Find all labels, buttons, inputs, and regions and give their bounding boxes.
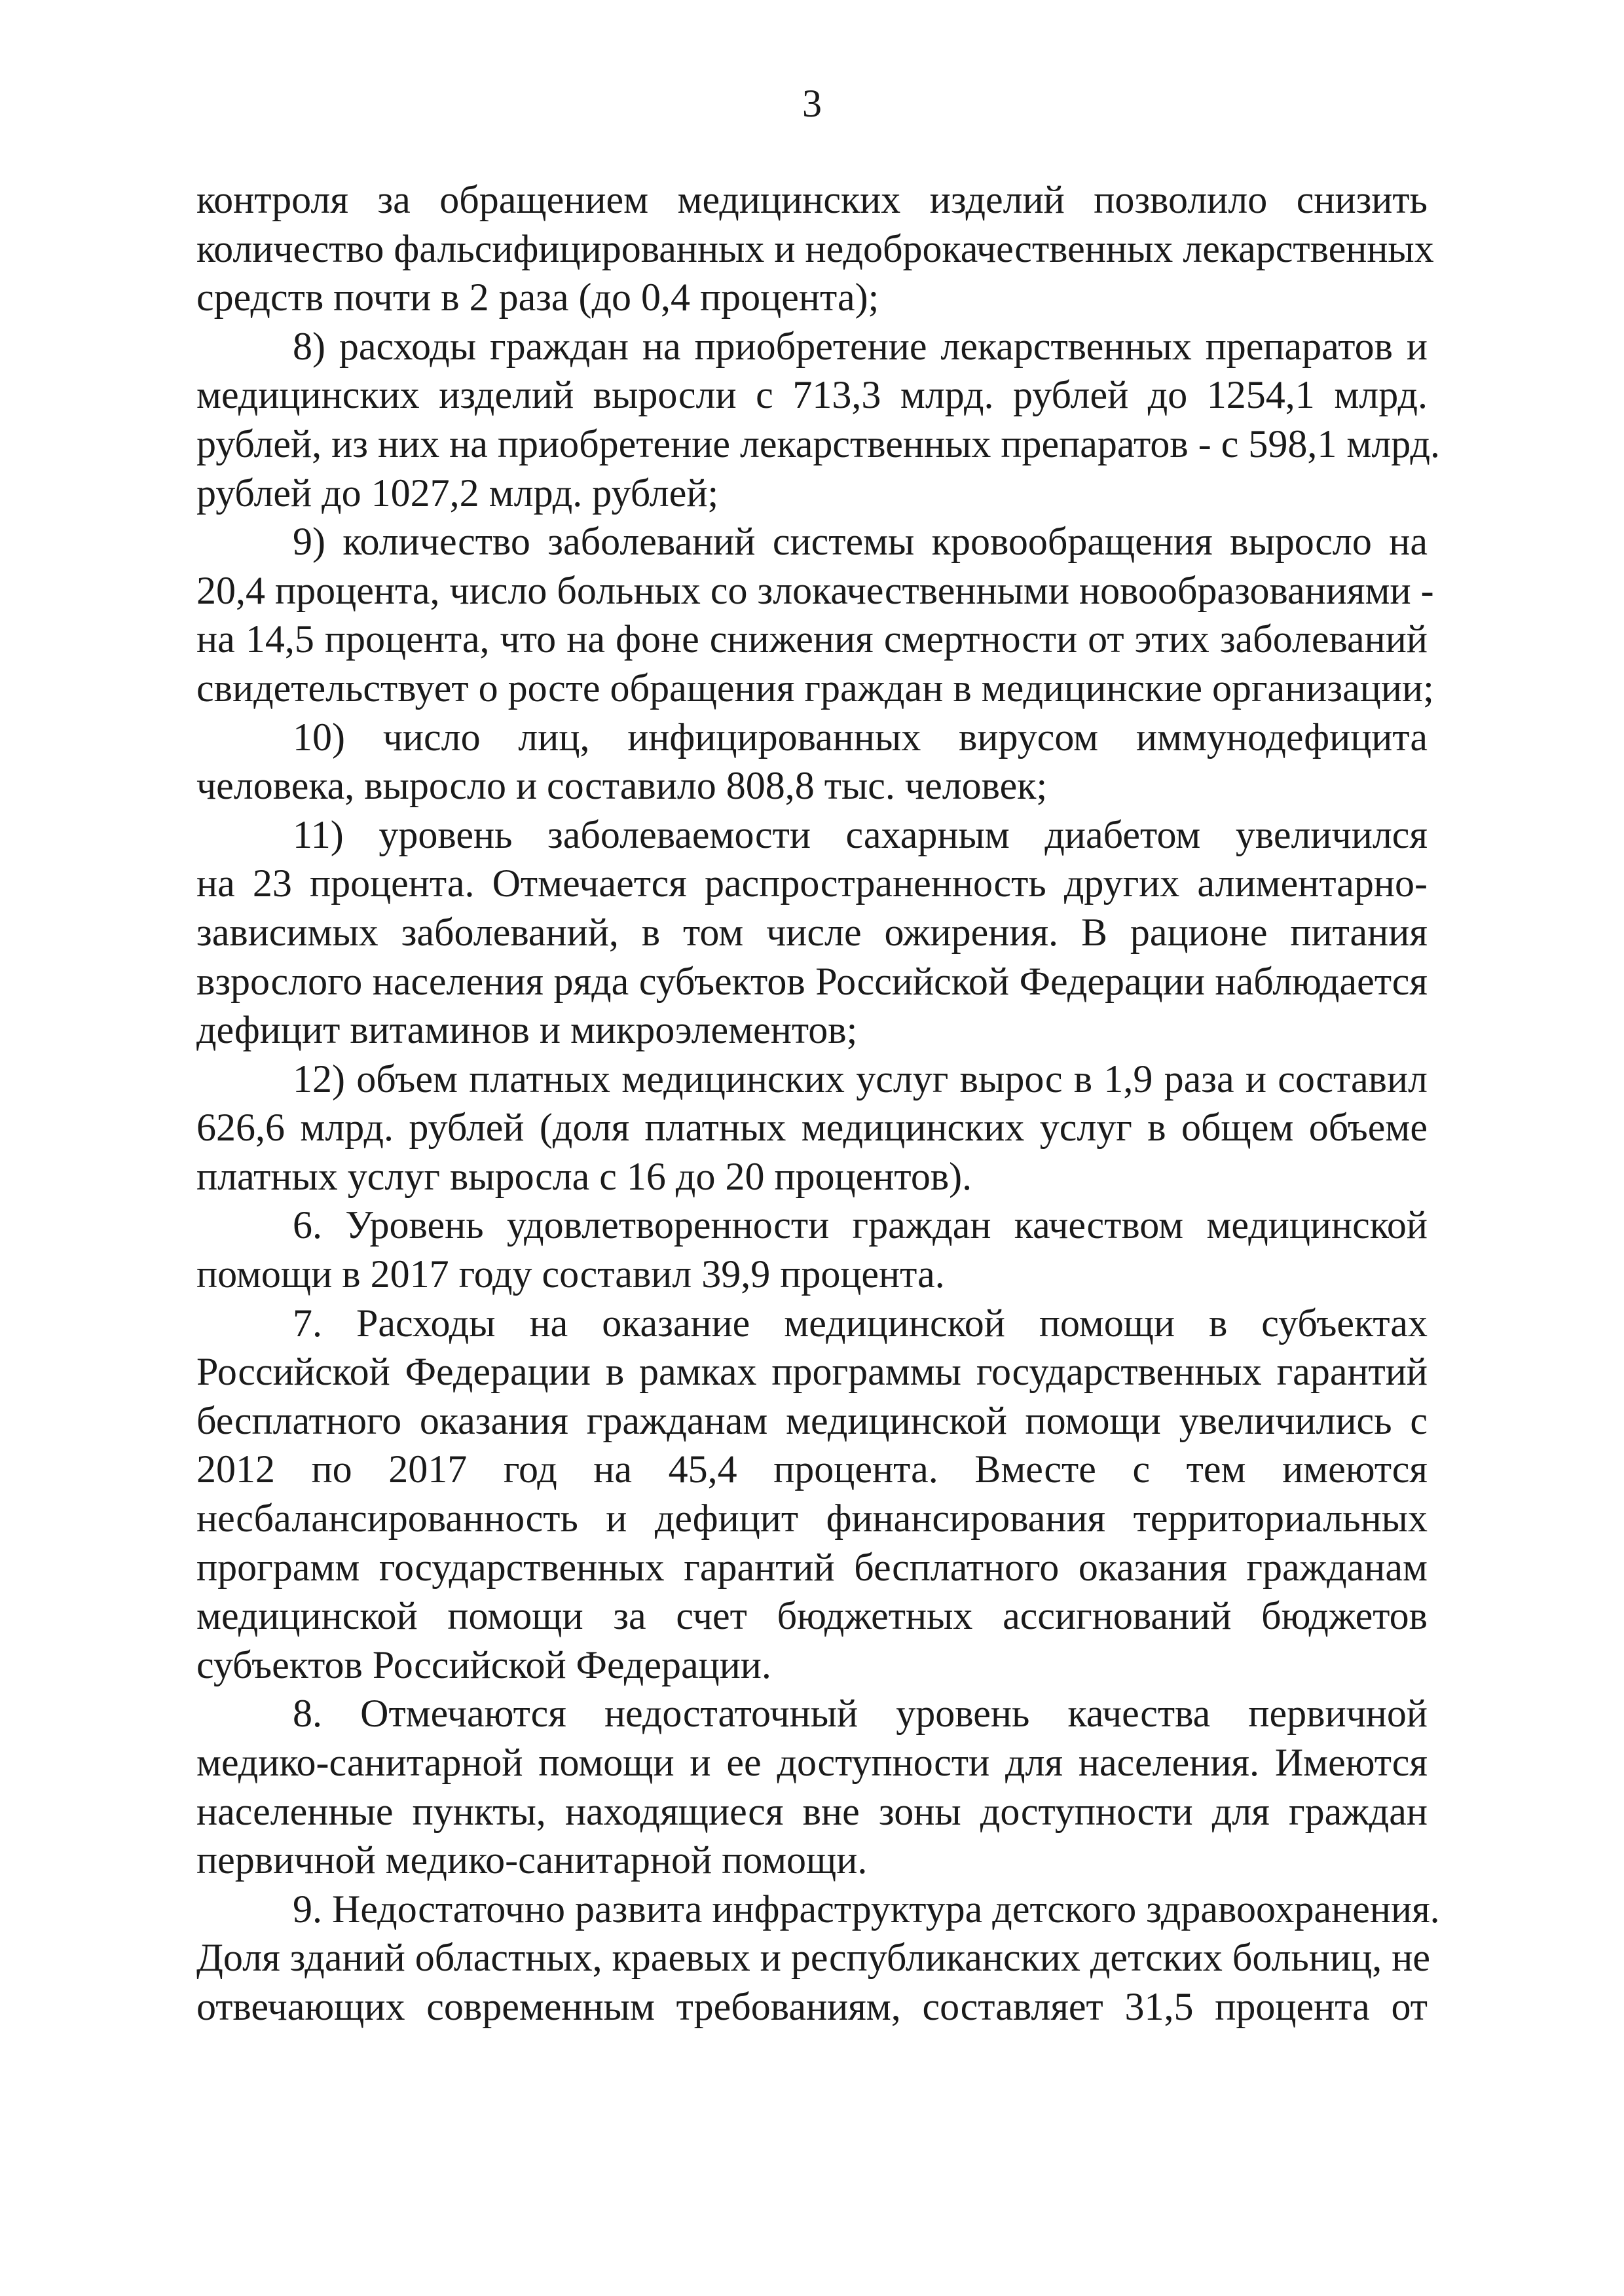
- document-body: [196, 175, 1440, 2032]
- text-line: на 14,5 процента, что на фоне снижения смертности от этих заболеваний: [196, 617, 1428, 661]
- text-line: 11) уровень заболеваемости сахарным диабетом увеличился: [293, 812, 1428, 856]
- paragraph: [196, 1689, 1428, 1884]
- text-line: 8) расходы граждан на приобретение лекарственных препаратов и: [293, 324, 1428, 368]
- text-line: платных услуг выросла с 16 до 20 процентов).: [196, 1154, 972, 1198]
- text-line: субъектов Российской Федерации.: [196, 1643, 771, 1686]
- text-line: медицинских изделий выросли с 713,3 млрд. рублей до 1254,1 млрд.: [196, 373, 1428, 417]
- text-line: 9) количество заболеваний системы кровообращения выросло на: [293, 520, 1428, 564]
- text-line: отвечающих современным требованиям, составляет 31,5 процента от: [196, 1984, 1428, 2028]
- text-line: Российской Федерации в рамках программы государственных гарантий: [196, 1350, 1428, 1394]
- text-line: 7. Расходы на оказание медицинской помощи в субъектах: [293, 1301, 1428, 1345]
- text-line: контроля за обращением медицинских изделий позволило снизить: [196, 178, 1428, 221]
- paragraph: [196, 1299, 1428, 1690]
- text-line: рублей, из них на приобретение лекарственных препаратов - с 598,1 млрд.: [196, 422, 1440, 465]
- text-line: населенные пункты, находящиеся вне зоны доступности для граждан: [196, 1789, 1428, 1833]
- text-line: человека, выросло и составило 808,8 тыс. человек;: [196, 764, 1048, 808]
- text-line: зависимых заболеваний, в том числе ожирения. В рационе питания: [196, 910, 1428, 954]
- text-line: 12) объем платных медицинских услуг вырос в 1,9 раза и составил: [293, 1057, 1428, 1101]
- text-line: 10) число лиц, инфицированных вирусом иммунодефицита: [293, 715, 1428, 759]
- paragraph: [196, 517, 1434, 712]
- text-line: Доля зданий областных, краевых и республиканских детских больниц, не: [196, 1936, 1430, 1980]
- text-line: 2012 по 2017 год на 45,4 процента. Вместе с тем имеются: [196, 1448, 1428, 1491]
- text-line: свидетельствует о росте обращения граждан в медицинские организации;: [196, 666, 1434, 710]
- paragraph: [196, 175, 1434, 322]
- text-line: количество фальсифицированных и недоброкачественных лекарственных: [196, 227, 1434, 270]
- paragraph: [196, 1201, 1428, 1298]
- text-line: 9. Недостаточно развита инфраструктура детского здравоохранения.: [293, 1887, 1440, 1931]
- text-line: программ государственных гарантий бесплатного оказания гражданам: [196, 1545, 1428, 1589]
- paragraph: [196, 322, 1440, 517]
- text-line: 626,6 млрд. рублей (доля платных медицинских услуг в общем объеме: [196, 1106, 1428, 1150]
- text-line: бесплатного оказания гражданам медицинской помощи увеличились с: [196, 1398, 1428, 1442]
- text-line: медико-санитарной помощи и ее доступности для населения. Имеются: [196, 1741, 1428, 1784]
- text-line: на 23 процента. Отмечается распространенность других алиментарно-: [196, 862, 1428, 905]
- paragraph: [196, 811, 1428, 1055]
- text-line: средств почти в 2 раза (до 0,4 процента);: [196, 276, 879, 319]
- text-line: 20,4 процента, число больных со злокачественными новообразованиями -: [196, 568, 1434, 612]
- text-line: первичной медико-санитарной помощи.: [196, 1838, 868, 1882]
- text-line: дефицит витаминов и микроэлементов;: [196, 1008, 858, 1052]
- paragraph: [196, 1885, 1440, 2032]
- text-line: взрослого населения ряда субъектов Российской Федерации наблюдается: [196, 959, 1428, 1003]
- paragraph: [196, 1055, 1428, 1201]
- text-line: рублей до 1027,2 млрд. рублей;: [196, 471, 719, 515]
- text-line: 6. Уровень удовлетворенности граждан качеством медицинской: [293, 1203, 1428, 1247]
- page-number: 3: [802, 82, 822, 125]
- text-line: 8. Отмечаются недостаточный уровень качества первичной: [293, 1692, 1428, 1736]
- text-line: помощи в 2017 году составил 39,9 процента.: [196, 1252, 945, 1296]
- text-line: медицинской помощи за счет бюджетных ассигнований бюджетов: [196, 1594, 1428, 1638]
- text-line: несбалансированность и дефицит финансирования территориальных: [196, 1497, 1428, 1540]
- paragraph: [196, 713, 1428, 811]
